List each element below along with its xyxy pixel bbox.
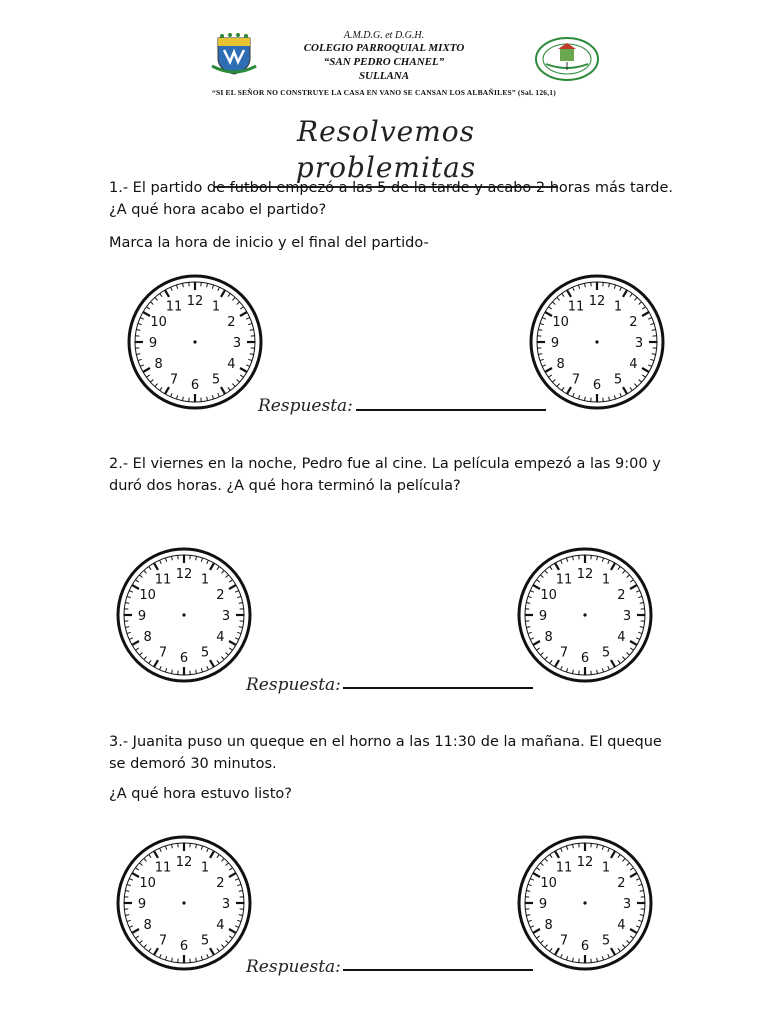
clock-number: 2 <box>216 876 225 891</box>
school-header <box>0 28 768 108</box>
clock-number: 7 <box>158 645 168 661</box>
clock-number: 3 <box>634 336 644 351</box>
clock-center-dot <box>583 901 586 904</box>
problem-3-text: 3.- Juanita puso un queque en el horno a las 11:30 de la mañana. El queque se demoró 30 minutos. <box>109 734 662 772</box>
clock-number: 12 <box>186 294 204 309</box>
clock-number: 12 <box>576 567 594 582</box>
clock-svg <box>114 545 254 685</box>
clock-number: 10 <box>139 588 156 603</box>
clock-number: 8 <box>154 357 163 372</box>
clock-number: 5 <box>211 372 221 388</box>
clock-number: 9 <box>137 897 147 912</box>
clock-number: 2 <box>227 315 236 330</box>
answer-line-1[interactable] <box>356 409 546 411</box>
clock-face-1-start[interactable] <box>125 272 265 412</box>
clock-number: 6 <box>179 651 189 666</box>
clock-number: 5 <box>613 372 623 388</box>
clock-number: 1 <box>200 572 210 588</box>
clock-svg <box>515 833 655 973</box>
clock-number: 6 <box>580 651 590 666</box>
clock-number: 5 <box>200 645 210 661</box>
page-title: Resolvemos problemitas <box>214 114 558 188</box>
amdg-motto: A.M.D.G. et D.G.H. <box>343 30 425 41</box>
clock-number: 5 <box>200 933 210 949</box>
clock-number: 3 <box>622 897 632 912</box>
clock-number: 7 <box>559 645 569 661</box>
clock-number: 4 <box>617 918 626 933</box>
clock-number: 1 <box>211 299 221 315</box>
clock-number: 1 <box>601 572 611 588</box>
clock-number: 11 <box>567 299 585 315</box>
clock-number: 4 <box>216 918 225 933</box>
clock-number: 2 <box>617 876 626 891</box>
clock-number: 1 <box>613 299 623 315</box>
school-name: “SAN PEDRO CHANEL” <box>323 56 445 68</box>
answer-label-1: Respuesta: <box>258 396 353 416</box>
clock-number: 2 <box>617 588 626 603</box>
clock-number: 9 <box>148 336 158 351</box>
biblical-motto: “SI EL SEÑOR NO CONSTRUYE LA CASA EN VANO SE CANSAN LOS ALBAÑILES” (Sal. 126,1) <box>212 88 556 97</box>
clock-number: 8 <box>544 630 553 645</box>
clock-number: 4 <box>617 630 626 645</box>
clock-number: 1 <box>200 860 210 876</box>
clock-number: 11 <box>154 572 172 588</box>
clock-number: 11 <box>165 299 183 315</box>
clock-number: 5 <box>601 933 611 949</box>
clock-number: 8 <box>556 357 565 372</box>
clock-number: 10 <box>540 876 557 891</box>
clock-number: 6 <box>179 939 189 954</box>
clock-number: 4 <box>629 357 638 372</box>
clock-number: 11 <box>555 860 573 876</box>
problem-1-text: 1.- El partido de futbol empezó a las 5 de la tarde y acabo 2 horas más tarde. ¿A qué hora acabo el partido? <box>109 180 673 218</box>
school-type: COLEGIO PARROQUIAL MIXTO <box>303 42 465 54</box>
clock-face-2-start[interactable] <box>114 545 254 685</box>
clock-number: 10 <box>139 876 156 891</box>
clock-number: 4 <box>216 630 225 645</box>
clock-number: 3 <box>221 897 231 912</box>
clock-number: 7 <box>559 933 569 949</box>
clock-number: 2 <box>629 315 638 330</box>
clock-number: 12 <box>576 855 594 870</box>
clock-face-2-end[interactable] <box>515 545 655 685</box>
clock-center-dot <box>595 340 598 343</box>
clock-svg <box>527 272 667 412</box>
clock-number: 10 <box>150 315 167 330</box>
clock-svg <box>515 545 655 685</box>
clock-number: 5 <box>601 645 611 661</box>
clock-number: 4 <box>227 357 236 372</box>
clock-number: 10 <box>540 588 557 603</box>
clock-number: 3 <box>622 609 632 624</box>
clock-face-3-end[interactable] <box>515 833 655 973</box>
problem-1-instruction: Marca la hora de inicio y el final del partido- <box>109 235 429 251</box>
clock-number: 1 <box>601 860 611 876</box>
answer-label-3: Respuesta: <box>246 957 341 977</box>
answer-line-2[interactable] <box>343 687 533 689</box>
clock-number: 12 <box>588 294 606 309</box>
clock-number: 9 <box>538 897 548 912</box>
clock-number: 2 <box>216 588 225 603</box>
clock-number: 3 <box>221 609 231 624</box>
clock-number: 10 <box>552 315 569 330</box>
clock-number: 8 <box>143 918 152 933</box>
clock-number: 12 <box>175 567 193 582</box>
clock-center-dot <box>182 901 185 904</box>
clock-center-dot <box>583 613 586 616</box>
clock-number: 6 <box>592 378 602 393</box>
clock-number: 9 <box>538 609 548 624</box>
clock-number: 9 <box>550 336 560 351</box>
clock-number: 7 <box>571 372 581 388</box>
answer-label-2: Respuesta: <box>246 675 341 695</box>
clock-number: 8 <box>143 630 152 645</box>
clock-number: 7 <box>169 372 179 388</box>
clock-number: 12 <box>175 855 193 870</box>
problem-2-text: 2.- El viernes en la noche, Pedro fue al cine. La película empezó a las 9:00 y duró dos horas. ¿A qué hora terminó la película? <box>109 456 661 494</box>
clock-number: 11 <box>154 860 172 876</box>
problem-3-instruction: ¿A qué hora estuvo listo? <box>109 786 292 802</box>
school-city: SULLANA <box>358 70 410 82</box>
clock-number: 6 <box>580 939 590 954</box>
clock-center-dot <box>182 613 185 616</box>
clock-number: 6 <box>190 378 200 393</box>
clock-number: 11 <box>555 572 573 588</box>
answer-line-3[interactable] <box>343 969 533 971</box>
clock-face-3-start[interactable] <box>114 833 254 973</box>
clock-number: 3 <box>232 336 242 351</box>
clock-number: 8 <box>544 918 553 933</box>
clock-svg <box>114 833 254 973</box>
clock-face-1-end[interactable] <box>527 272 667 412</box>
clock-number: 9 <box>137 609 147 624</box>
clock-number: 7 <box>158 933 168 949</box>
archdiocese-seal-logo <box>534 36 600 82</box>
clock-center-dot <box>193 340 196 343</box>
clock-svg <box>125 272 265 412</box>
